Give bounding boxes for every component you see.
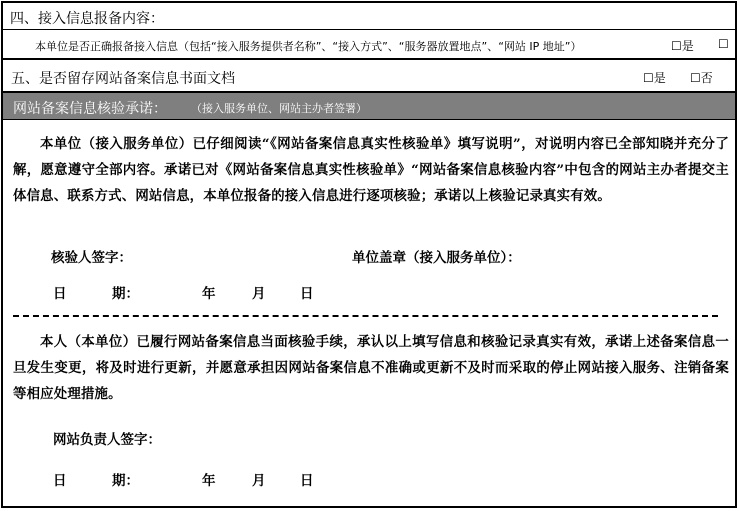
commitment-subtitle: （接入服务单位、网站主办者签署） bbox=[191, 102, 367, 115]
day-label-2: 日 bbox=[300, 473, 314, 489]
commitment-paragraph-1: 本单位（接入服务单位）已仔细阅读“《网站备案信息真实性核验单》填写说明”，对说明内容已全部知晓并充分了解，愿意遵守全部内容。承诺已对《网站备案信息真实性核验单》“网站备案信息核验内容”中包含的网站主办者提交主体信息、联系方式、网站信息，本单位报备的接入信息进行逐项核验；承诺以上核验记录真实有效。 bbox=[13, 136, 729, 204]
section4-question: 本单位是否正确报备接入信息（包括“接入服务提供者名称”、“接入方式”、“服务器放置地点”、“网站 IP 地址”） bbox=[35, 40, 582, 53]
month-label-2: 月 bbox=[252, 473, 266, 489]
section4-question-row bbox=[3, 30, 735, 60]
year-label-2: 年 bbox=[202, 473, 216, 489]
dashed-divider bbox=[13, 315, 718, 317]
commitment-header bbox=[3, 93, 735, 120]
month-label-1: 月 bbox=[252, 286, 266, 302]
section5-no-checkbox[interactable]: ☐否 bbox=[690, 71, 713, 85]
verifier-signature-label: 核验人签字： bbox=[51, 250, 132, 266]
date-label-2-a: 日 bbox=[53, 473, 67, 489]
date-label-2-b: 期： bbox=[112, 473, 139, 489]
day-label-1: 日 bbox=[300, 286, 314, 302]
section5-heading: 五、是否留存网站备案信息书面文档 bbox=[11, 71, 235, 87]
section5-yes-checkbox[interactable]: ☐是 bbox=[643, 71, 666, 85]
date-label-1-a: 日 bbox=[53, 286, 67, 302]
owner-signature-label: 网站负责人签字： bbox=[53, 432, 161, 448]
date-label-1-b: 期： bbox=[112, 286, 139, 302]
year-label-1: 年 bbox=[202, 286, 216, 302]
unit-seal-label: 单位盖章（接入服务单位）： bbox=[352, 250, 521, 266]
section4-yes-checkbox[interactable]: ☐是 bbox=[671, 39, 694, 53]
section4-heading-row bbox=[3, 3, 735, 30]
section4-no-checkbox[interactable]: ☐ bbox=[718, 37, 729, 51]
form-frame bbox=[1, 1, 737, 508]
section4-heading: 四、接入信息报备内容： bbox=[10, 11, 164, 27]
commitment-title: 网站备案信息核验承诺： bbox=[13, 101, 167, 117]
commitment-paragraph-2: 本人（本单位）已履行网站备案信息当面核验手续，承认以上填写信息和核验记录真实有效，承诺上述备案信息一旦发生变更，将及时进行更新，并愿意承担因网站备案信息不准确或更新不及时而采取的停止网站接入服务、注销备案等相应处理措施。 bbox=[13, 334, 729, 402]
section5-row bbox=[3, 60, 735, 93]
